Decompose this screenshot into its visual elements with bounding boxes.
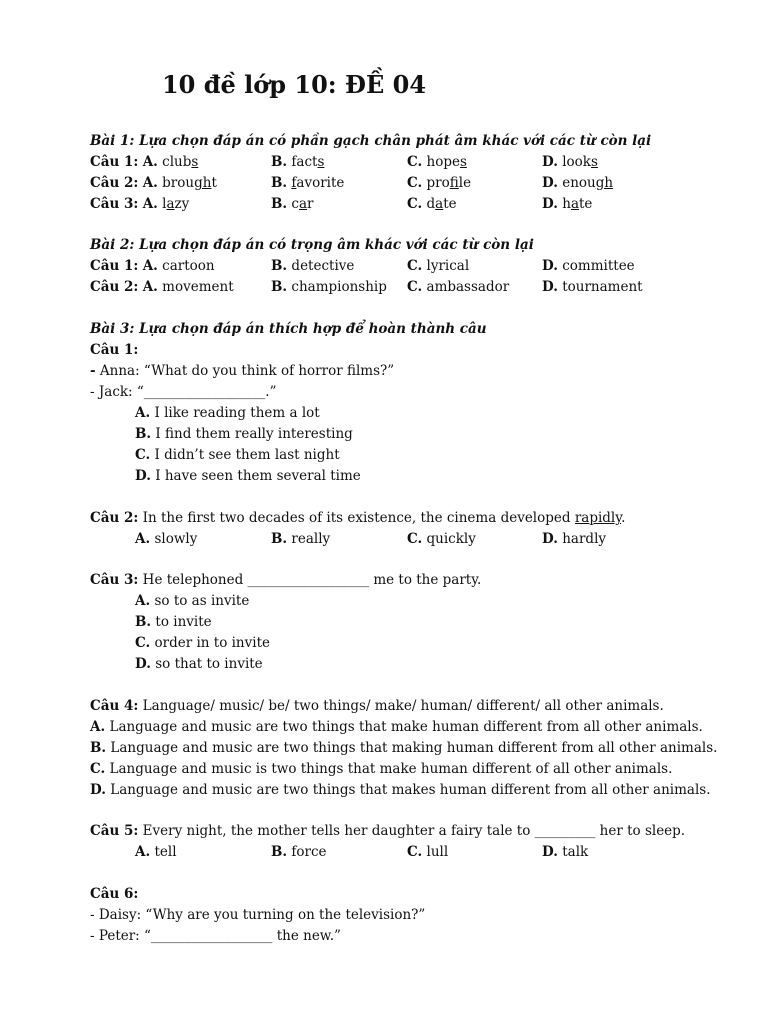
q2-options: A. slowly B. really C. quickly D. hardly <box>135 531 607 547</box>
q2-text: Câu 2: In the first two decades of its existence, the cinema developed rapidly. <box>90 510 626 526</box>
q5-options: A. tell B. force C. lull D. talk <box>135 844 589 860</box>
bai2-row-1: Câu 1: A. cartoon B. detective C. lyrical D. committee <box>90 258 635 274</box>
bai2-row-2: Câu 2: A. movement B. championship C. ambassador D. tournament <box>90 279 643 295</box>
bai1-q3-option-a: Câu 3: A. lazy <box>90 196 190 212</box>
q5-text: Câu 5: Every night, the mother tells her daughter a fairy tale to _________ her to sleep. <box>90 823 686 839</box>
q4-option-d: D. Language and music are two things that makes human different from all other animals. <box>90 782 711 798</box>
q1-option-b: B. I find them really interesting <box>135 426 353 442</box>
bai1-q2-option-b: B. favorite <box>271 175 345 191</box>
q3-option-c: C. order in to invite <box>135 635 270 651</box>
bai1-q2-option-c: C. profile <box>407 175 472 191</box>
bai1-row-3 <box>90 194 710 215</box>
bai3-heading: Bài 3: Lựa chọn đáp án thích hợp để hoàn thành câu <box>90 321 487 337</box>
q4-option-c: C. Language and music is two things that make human different of all other animals. <box>90 761 673 777</box>
bai1-q3-option-c: C. date <box>407 196 457 212</box>
bai1-q1-option-c: C. hopes <box>407 154 467 170</box>
q1-anna: - Anna: “What do you think of horror films?” <box>90 363 395 379</box>
q1-option-d: D. I have seen them several time <box>135 468 361 484</box>
q1-jack: - Jack: “__________________.” <box>90 384 277 400</box>
q4-option-b: B. Language and music are two things that making human different from all other animals. <box>90 740 718 756</box>
bai1-q3-option-d: D. hate <box>542 196 593 212</box>
q3-text: Câu 3: He telephoned __________________ me to the party. <box>90 572 482 588</box>
q3-option-b: B. to invite <box>135 614 212 630</box>
bai1-row-1 <box>90 152 710 173</box>
bai2-heading: Bài 2: Lựa chọn đáp án có trọng âm khác với các từ còn lại <box>90 237 534 253</box>
bai1-heading: Bài 1: Lựa chọn đáp án có phần gạch chân phát âm khác với các từ còn lại <box>90 133 652 149</box>
q6-label: Câu 6: <box>90 886 139 902</box>
bai1-q1-option-b: B. facts <box>271 154 325 170</box>
q1-option-a: A. I like reading them a lot <box>135 405 320 421</box>
page-title: 10 đề lớp 10: ĐỀ 04 <box>161 70 427 99</box>
bai1-row-2 <box>90 173 710 194</box>
q4-option-a: A. Language and music are two things that make human different from all other animals. <box>90 719 703 735</box>
bai1-q1-option-a: Câu 1: A. clubs <box>90 154 199 170</box>
q4-text: Câu 4: Language/ music/ be/ two things/ make/ human/ different/ all other animals. <box>90 698 664 714</box>
bai1-q2-option-d: D. enough <box>542 175 614 191</box>
q6-peter: - Peter: “__________________ the new.” <box>90 928 341 944</box>
q6-daisy: - Daisy: “Why are you turning on the television?” <box>90 907 426 923</box>
q3-option-d: D. so that to invite <box>135 656 263 672</box>
bai1-q2-option-a: Câu 2: A. brought <box>90 175 217 191</box>
bai1-q3-option-b: B. car <box>271 196 314 212</box>
q3-option-a: A. so to as invite <box>135 593 250 609</box>
q1-label: Câu 1: <box>90 342 139 358</box>
q1-option-c: C. I didn’t see them last night <box>135 447 340 463</box>
bai1-q1-option-d: D. looks <box>542 154 598 170</box>
